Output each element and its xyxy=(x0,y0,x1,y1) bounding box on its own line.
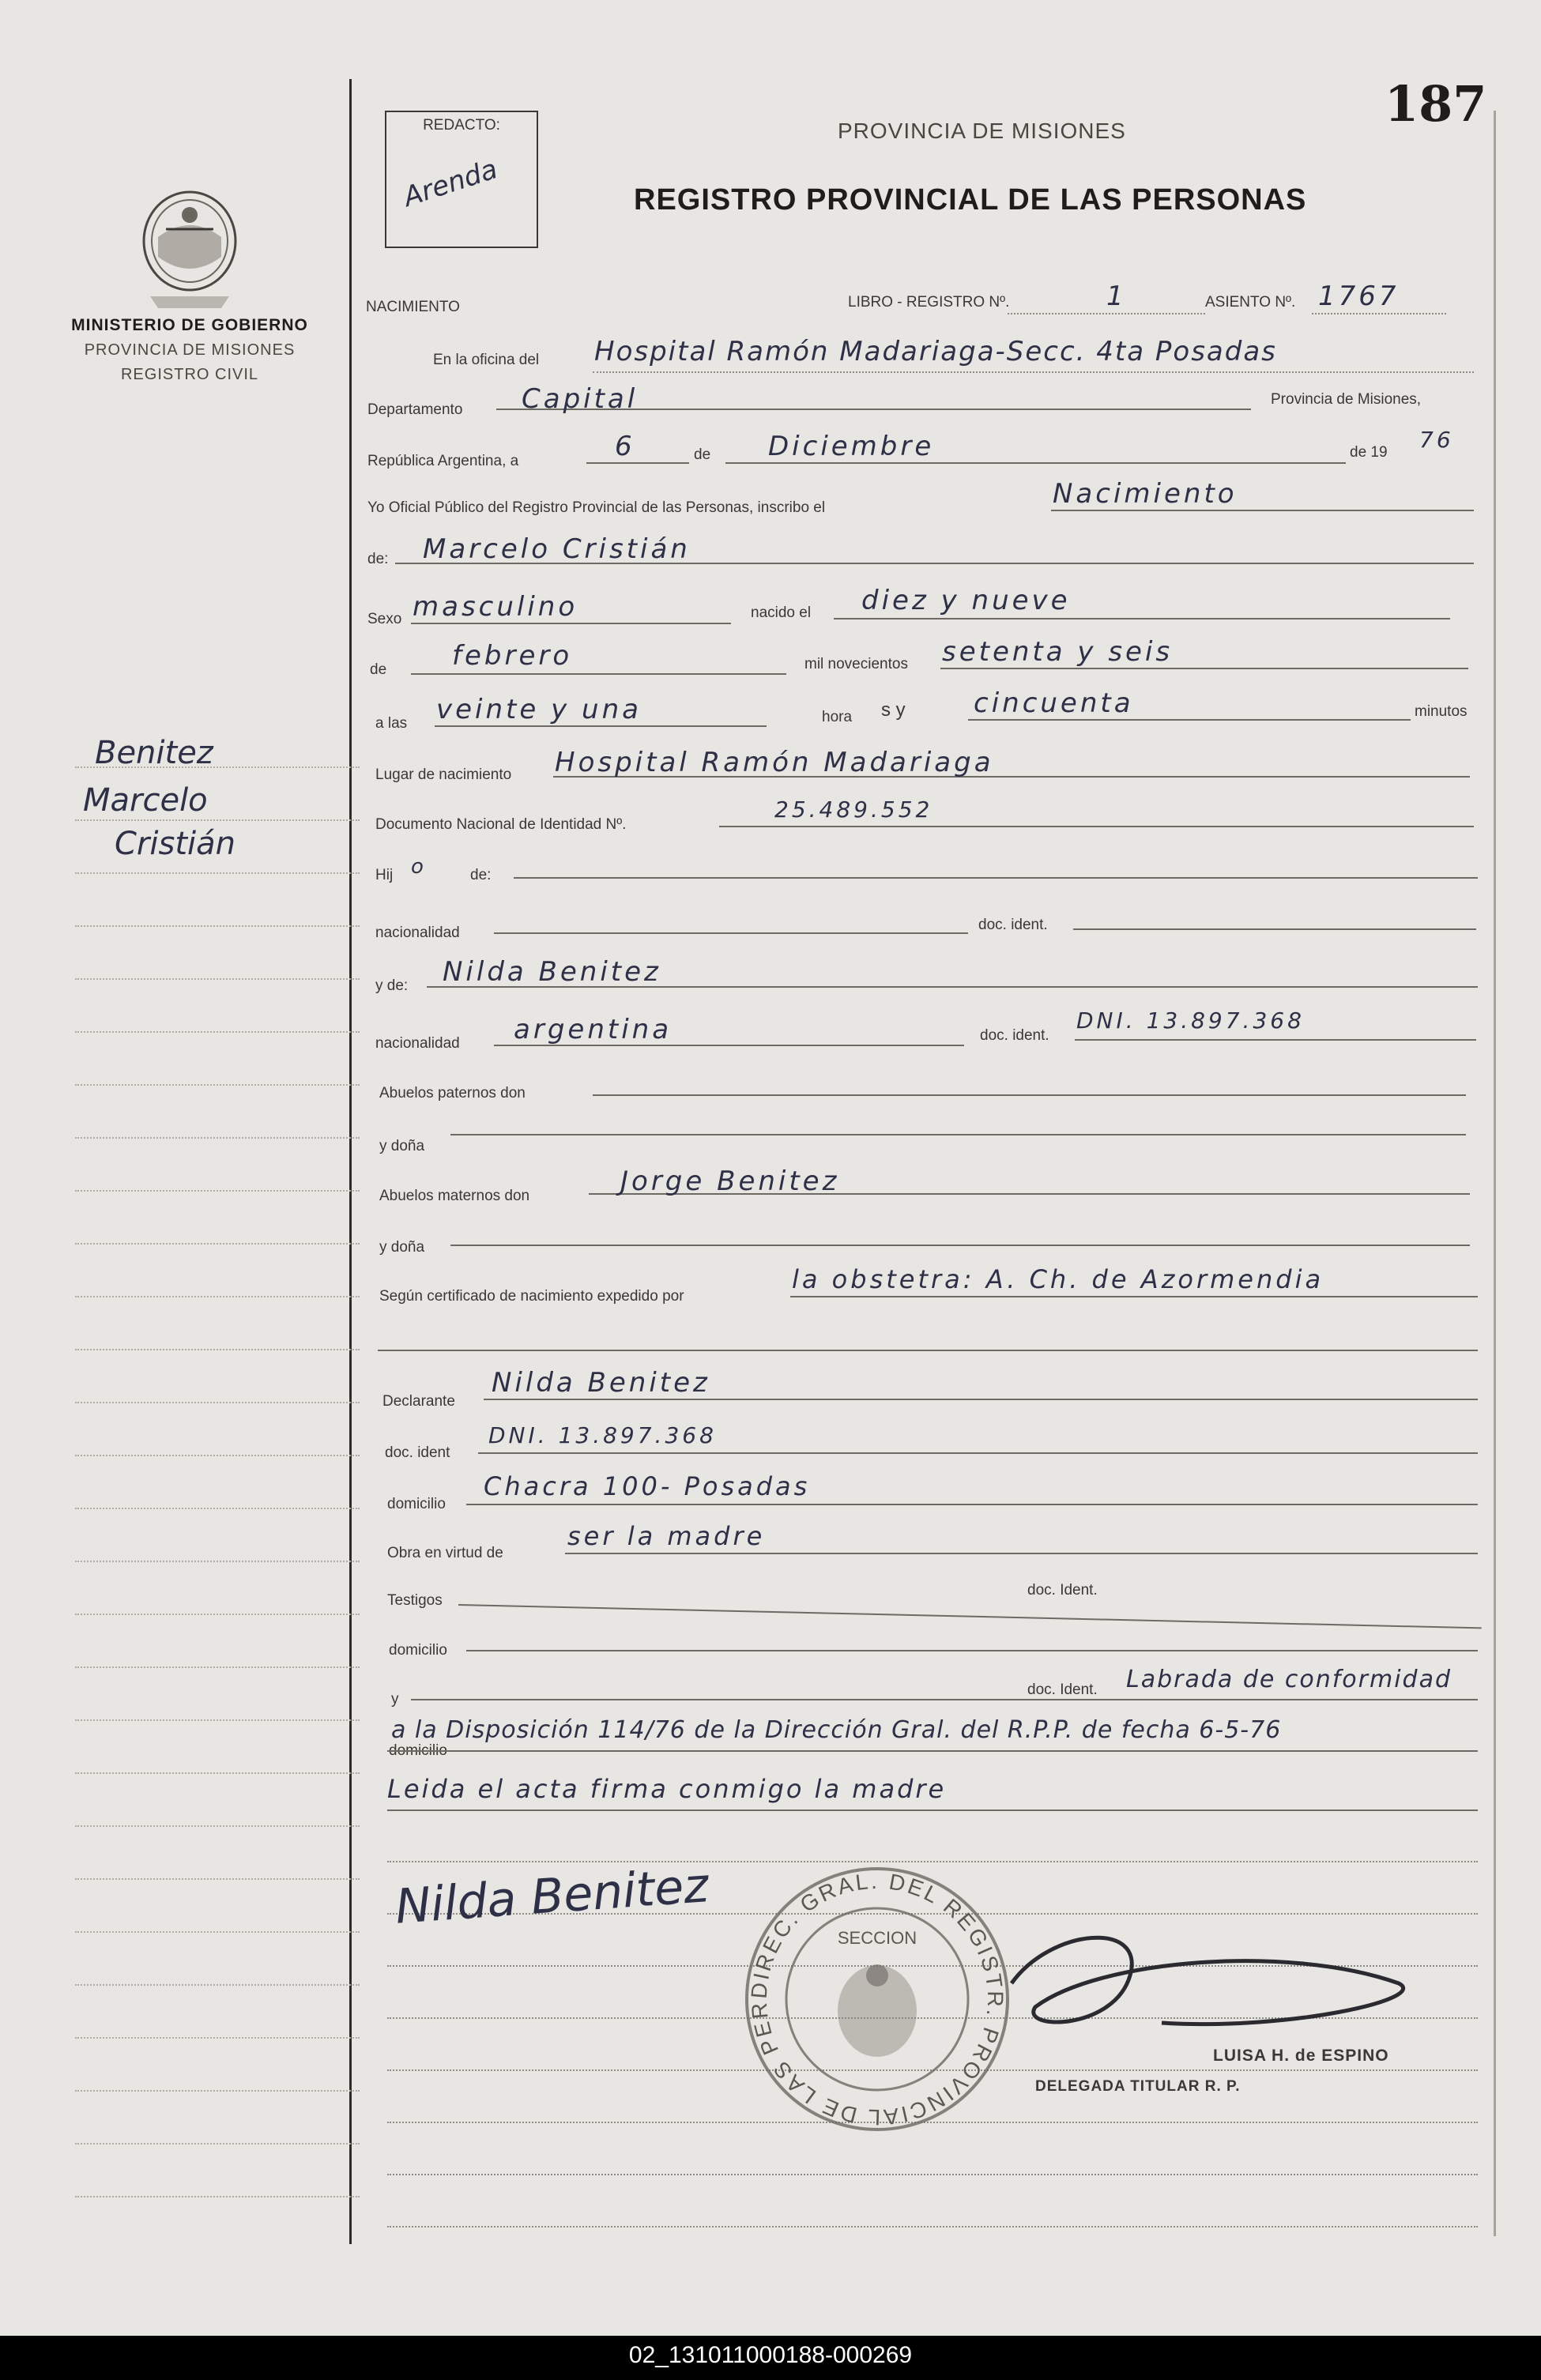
nota2-line xyxy=(387,1750,1478,1752)
ydema-label: y de: xyxy=(375,977,409,994)
margin-rule-line xyxy=(75,1508,360,1509)
domicilio-label: domicilio xyxy=(387,1496,446,1512)
madre-value: Nilda Benitez xyxy=(443,956,661,988)
sexo-label: Sexo xyxy=(367,611,402,627)
obra-line xyxy=(565,1553,1478,1554)
margin-rule-line xyxy=(75,1137,360,1139)
margin-rule-line xyxy=(75,2143,360,2145)
anio-label: de 19 xyxy=(1350,444,1388,461)
abuelos-mat-label: Abuelos maternos don xyxy=(379,1188,530,1204)
official-title: DELEGADA TITULAR R. P. xyxy=(1035,2078,1241,2095)
margin-rule-line xyxy=(75,1561,360,1562)
margin-rule-line xyxy=(75,1825,360,1827)
doc-decl-label: doc. ident xyxy=(385,1444,450,1461)
nombre-label: de: xyxy=(367,551,389,567)
dni-label: Documento Nacional de Identidad Nº. xyxy=(375,816,627,833)
nota2-value: a la Disposición 114/76 de la Dirección Gral. del R.P.P. de fecha 6-5-76 xyxy=(391,1716,1282,1744)
abuelos-pat-line xyxy=(593,1094,1466,1096)
provincia-label: Provincia de Misiones, xyxy=(1271,391,1422,408)
margin-rule-line xyxy=(75,2196,360,2197)
nombre-value: Marcelo Cristián xyxy=(423,533,691,565)
lugar-value: Hospital Ramón Madariaga xyxy=(555,747,994,778)
margin-rule-line xyxy=(75,1878,360,1880)
margin-rule-line xyxy=(75,1931,360,1933)
abuelos-pat-label: Abuelos paternos don xyxy=(379,1085,526,1102)
mes-line xyxy=(725,462,1346,464)
republica-label: República Argentina, a xyxy=(367,453,519,469)
official-stamp xyxy=(735,1857,1019,2141)
certificado-line2 xyxy=(378,1350,1478,1351)
doc-decl-value: DNI. 13.897.368 xyxy=(488,1422,717,1448)
doc-madre-value: DNI. 13.897.368 xyxy=(1076,1007,1305,1034)
margin-note-surname: Benitez xyxy=(95,735,213,771)
ministry-province: PROVINCIA DE MISIONES xyxy=(84,341,296,359)
registry-title: REGISTRO PROVINCIAL DE LAS PERSONAS xyxy=(634,183,1307,217)
alas-label: a las xyxy=(375,715,408,732)
dia-value: 6 xyxy=(615,431,635,462)
anio-nac-value: setenta y seis xyxy=(942,636,1174,668)
de2-label: de xyxy=(370,661,387,678)
ydona-line xyxy=(450,1134,1466,1135)
nacido-line xyxy=(834,618,1450,619)
margin-rule-line xyxy=(75,2090,360,2092)
domicilio-value: Chacra 100- Posadas xyxy=(484,1471,811,1501)
nacionalidad-label: nacionalidad xyxy=(375,925,460,941)
doc-ident2-label: doc. ident. xyxy=(980,1027,1049,1044)
certificado-line xyxy=(790,1296,1478,1297)
domicilio3-label: domicilio xyxy=(389,1742,447,1759)
declarante-label: Declarante xyxy=(382,1393,455,1410)
nacionalidad-line xyxy=(494,932,968,934)
margin-rule-line xyxy=(75,1190,360,1192)
margin-note-name2: Cristián xyxy=(115,826,235,862)
oficina-value: Hospital Ramón Madariaga-Secc. 4ta Posadas xyxy=(594,336,1277,367)
mil-label: mil novecientos xyxy=(804,656,908,672)
page-number: 187 xyxy=(1385,75,1487,133)
asiento-value: 1767 xyxy=(1318,281,1400,312)
libro-line xyxy=(1008,313,1205,314)
margin-note-name1: Marcelo xyxy=(83,782,208,819)
minutos-line xyxy=(968,719,1411,721)
redacto-value: Arenda xyxy=(399,153,502,213)
ydona2-line xyxy=(450,1245,1470,1246)
declarant-signature: Nilda Benitez xyxy=(394,1858,710,1935)
domicilio2-line xyxy=(466,1650,1478,1651)
anio-nac-line xyxy=(940,668,1468,669)
margin-rule-line xyxy=(75,1772,360,1774)
obra-label: Obra en virtud de xyxy=(387,1545,503,1561)
nota3-value: Leida el acta firma conmigo la madre xyxy=(387,1774,947,1804)
margin-rule-line xyxy=(75,1984,360,1986)
official-name: LUISA H. de ESPINO xyxy=(1213,2047,1389,2065)
minutos-label: minutos xyxy=(1415,703,1468,720)
margin-rule-line xyxy=(75,1666,360,1668)
nota1-line xyxy=(411,1699,1478,1700)
nacionalidad2-value: argentina xyxy=(514,1014,673,1045)
footer-bar xyxy=(0,2336,1541,2380)
margin-rule-line xyxy=(75,978,360,980)
nota3-line xyxy=(387,1809,1478,1811)
ministry-registry: REGISTRO CIVIL xyxy=(120,366,259,383)
margin-rule-line xyxy=(75,1243,360,1245)
doc-decl-line xyxy=(478,1452,1478,1454)
asiento-label: ASIENTO Nº. xyxy=(1205,294,1296,311)
obra-value: ser la madre xyxy=(567,1521,766,1551)
doc-ident-line xyxy=(1073,928,1476,930)
hijo-de-label: de: xyxy=(470,867,492,883)
hijo-line xyxy=(514,877,1478,879)
oficial-value: Nacimiento xyxy=(1053,478,1238,510)
margin-rule-line xyxy=(75,819,360,821)
testigos-label: Testigos xyxy=(387,1592,443,1609)
margin-rule-line xyxy=(75,925,360,927)
margin-rule-line xyxy=(75,2037,360,2039)
doc-madre-line xyxy=(1075,1039,1476,1041)
testigos-line xyxy=(458,1604,1482,1629)
official-signature xyxy=(988,1912,1430,2058)
stamp-text: DIREC. GRAL. DEL REGISTR. PROVINCIAL DE LAS PER xyxy=(746,1868,1008,2130)
declarante-line xyxy=(484,1399,1478,1400)
lower-rule-line xyxy=(387,2174,1478,2175)
hora-label: hora xyxy=(822,709,853,725)
margin-rule-line xyxy=(75,872,360,874)
y-label: s y xyxy=(881,699,906,721)
lugar-label: Lugar de nacimiento xyxy=(375,766,512,783)
oficial-line xyxy=(1051,510,1474,511)
sexo-line xyxy=(411,623,731,624)
dni-line xyxy=(719,826,1474,827)
binding-line xyxy=(349,79,352,2244)
ministry-block xyxy=(47,182,332,384)
abuelo-mat-value: Jorge Benitez xyxy=(620,1166,840,1197)
margin-rule-line xyxy=(75,1031,360,1033)
nacido-label: nacido el xyxy=(751,604,812,621)
margin-rule-line xyxy=(75,1402,360,1403)
nacido-value: diez y nueve xyxy=(861,585,1071,616)
domicilio-line xyxy=(466,1504,1478,1505)
nacimiento-label: NACIMIENTO xyxy=(366,299,460,315)
nota1-value: Labrada de conformidad xyxy=(1126,1666,1452,1693)
coat-of-arms-icon xyxy=(134,182,245,316)
libro-label: LIBRO - REGISTRO Nº. xyxy=(848,294,1010,311)
departamento-value: Capital xyxy=(522,383,639,415)
mes-nac-line xyxy=(411,673,786,675)
sexo-value: masculino xyxy=(413,591,578,623)
mes-nac-value: febrero xyxy=(452,640,573,672)
minutos-value: cincuenta xyxy=(974,687,1134,719)
stamp-inner-text: SECCION xyxy=(837,1928,917,1948)
ydona2-label: y doña xyxy=(379,1239,425,1256)
oficial-label: Yo Oficial Público del Registro Provincial de las Personas, inscribo el xyxy=(367,499,826,516)
oficina-label: En la oficina del xyxy=(433,352,540,368)
certificado-value: la obstetra: A. Ch. de Azormendia xyxy=(792,1264,1324,1294)
redacto-box xyxy=(385,111,538,248)
margin-rule-line xyxy=(75,1719,360,1721)
frame-right-line xyxy=(1494,111,1496,2236)
departamento-label: Departamento xyxy=(367,401,463,418)
declarante-value: Nilda Benitez xyxy=(492,1367,710,1399)
mes-value: Diciembre xyxy=(768,431,935,462)
redacto-label: REDACTO: xyxy=(423,117,500,134)
ministry-title: MINISTERIO DE GOBIERNO xyxy=(71,316,308,334)
certificado-label: Según certificado de nacimiento expedido por xyxy=(379,1288,684,1305)
domicilio2-label: domicilio xyxy=(389,1642,447,1659)
doc-ident-label: doc. ident. xyxy=(978,917,1048,933)
dia-line xyxy=(586,462,689,464)
ydona-label: y doña xyxy=(379,1138,425,1154)
margin-rule-line xyxy=(75,1614,360,1615)
margin-rule-line xyxy=(75,1455,360,1456)
anio-value: 76 xyxy=(1419,427,1454,453)
doc-ident4-label: doc. Ident. xyxy=(1027,1681,1098,1698)
hijo-label: Hij xyxy=(375,867,394,883)
hijo-value: o xyxy=(411,855,427,879)
margin-rule-line xyxy=(75,1084,360,1086)
asiento-line xyxy=(1312,313,1446,314)
province-heading: PROVINCIA DE MISIONES xyxy=(838,119,1126,143)
libro-value: 1 xyxy=(1106,281,1127,312)
doc-ident3-label: doc. Ident. xyxy=(1027,1582,1098,1599)
margin-rule-line xyxy=(75,1349,360,1350)
margin-rule-line xyxy=(75,1296,360,1297)
dni-value: 25.489.552 xyxy=(774,796,933,823)
lower-rule-line xyxy=(387,2226,1478,2227)
document-code: 02_131011000188-000269 xyxy=(628,2342,913,2368)
hora-line xyxy=(435,725,767,727)
nacionalidad2-label: nacionalidad xyxy=(375,1035,460,1052)
y2-label: y xyxy=(391,1691,399,1708)
oficina-line xyxy=(593,371,1474,373)
de-label: de xyxy=(694,446,711,463)
hora-value: veinte y una xyxy=(436,694,642,725)
